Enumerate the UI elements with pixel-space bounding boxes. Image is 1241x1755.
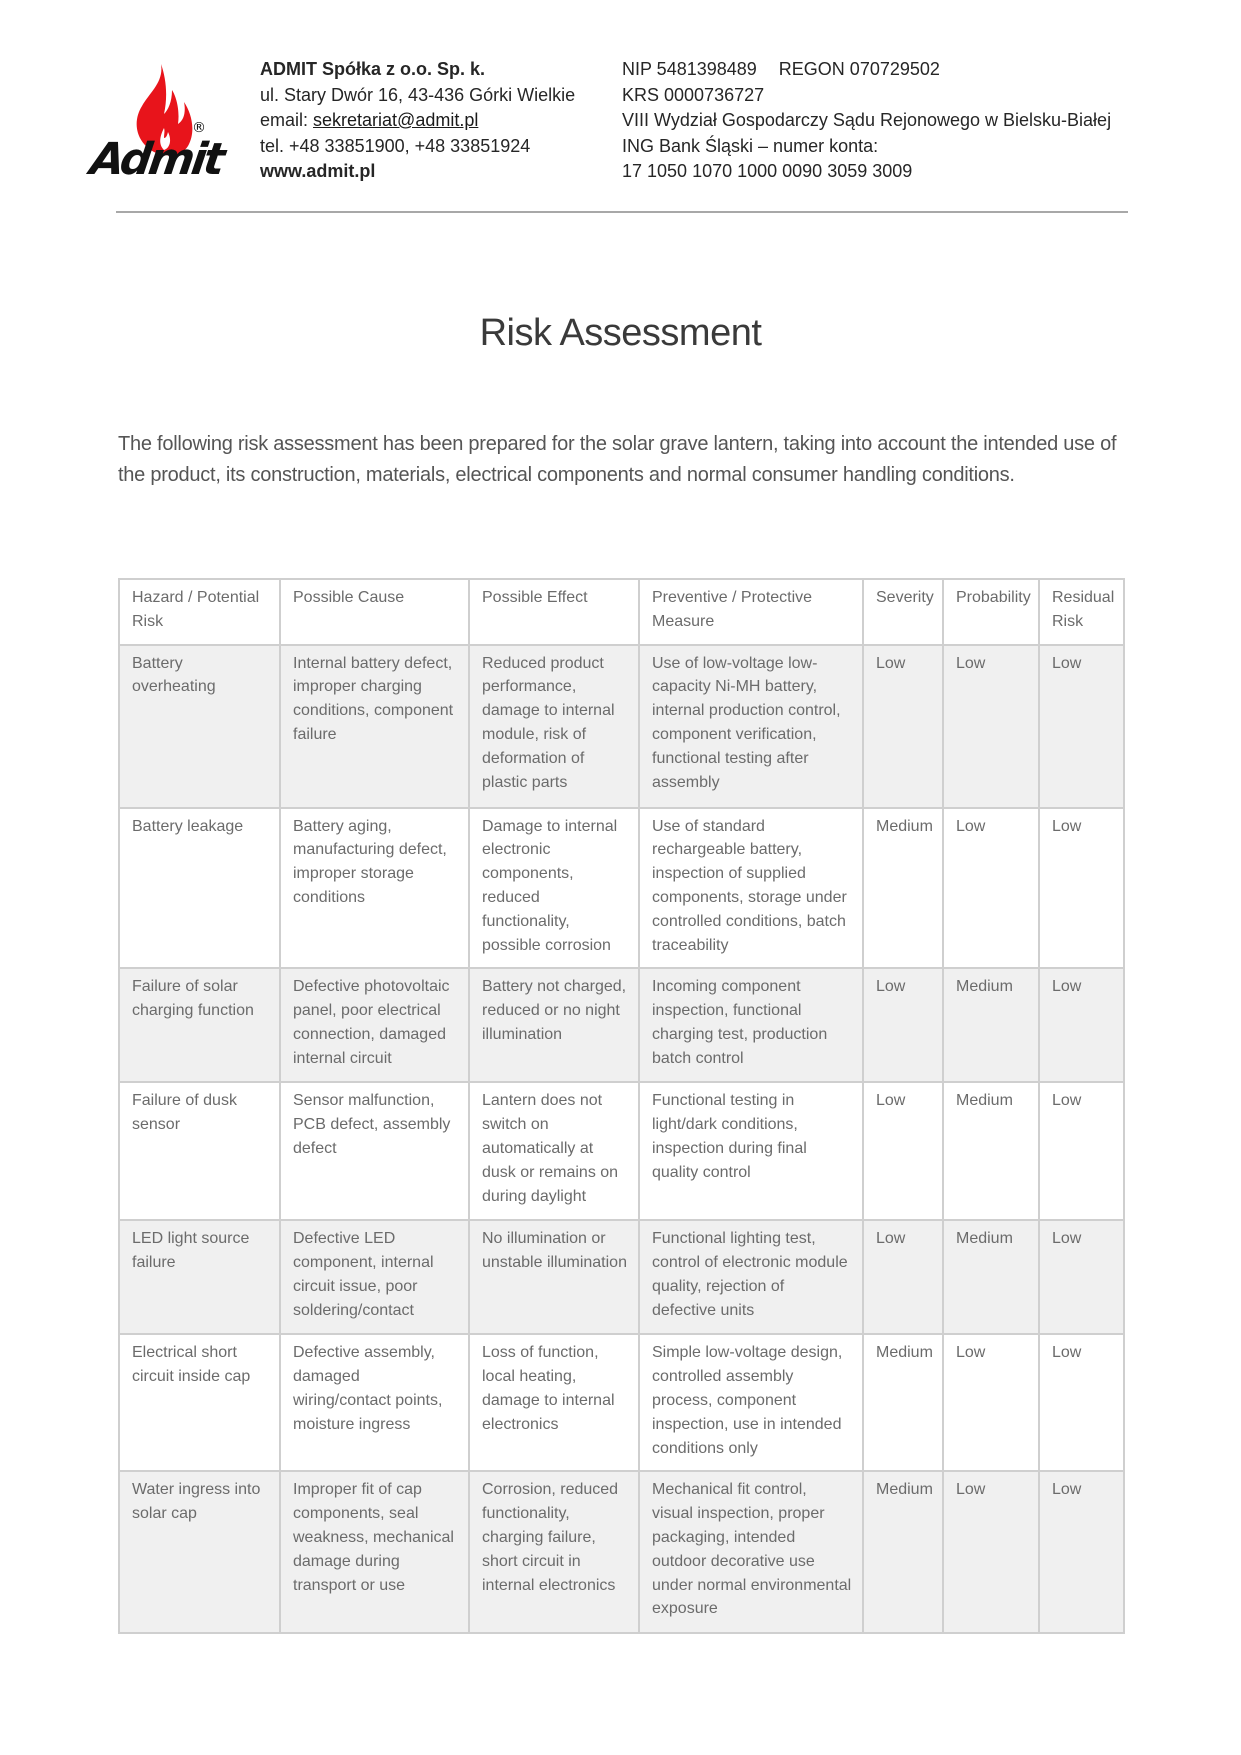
krs-number: KRS 0000736727 bbox=[622, 84, 765, 105]
company-info bbox=[260, 57, 575, 185]
table-header-row bbox=[119, 579, 1124, 645]
cell-probability: Medium bbox=[943, 1082, 1039, 1220]
company-phone: tel. +48 33851900, +48 33851924 bbox=[260, 135, 531, 156]
cell-effect: Battery not charged, reduced or no night illumination bbox=[469, 968, 639, 1082]
intro-paragraph: The following risk assessment has been prepared for the solar grave lantern, taking into account the intended use of the product, its construction, materials, electrical components and normal consumer handling conditions. bbox=[118, 433, 1117, 486]
table-row bbox=[119, 1471, 1124, 1633]
company-logo bbox=[87, 62, 236, 185]
cell-effect: Damage to internal electronic components, reduced functionality, possible corrosion bbox=[469, 808, 639, 969]
table-row bbox=[119, 968, 1124, 1082]
cell-residual-risk: Low bbox=[1039, 1471, 1124, 1633]
cell-cause: Defective assembly, damaged wiring/contact points, moisture ingress bbox=[280, 1334, 469, 1471]
risk-assessment-table bbox=[118, 578, 1125, 1634]
header-measure: Preventive / Protective Measure bbox=[639, 579, 863, 645]
table-row bbox=[119, 1334, 1124, 1471]
registry-info bbox=[622, 57, 1111, 185]
cell-probability: Low bbox=[943, 1334, 1039, 1471]
email-label: email: bbox=[260, 110, 314, 130]
cell-residual-risk: Low bbox=[1039, 808, 1124, 969]
cell-measure: Incoming component inspection, functional charging test, production batch control bbox=[639, 968, 863, 1082]
cell-probability: Medium bbox=[943, 968, 1039, 1082]
cell-cause: Defective LED component, internal circuit issue, poor soldering/contact bbox=[280, 1220, 469, 1334]
cell-measure: Use of standard rechargeable battery, inspection of supplied components, storage under controlled conditions, batch traceability bbox=[639, 808, 863, 969]
cell-severity: Medium bbox=[863, 1334, 943, 1471]
company-name: ADMIT Spółka z o.o. Sp. k. bbox=[260, 59, 486, 79]
bank-account: 17 1050 1070 1000 0090 3059 3009 bbox=[622, 161, 913, 181]
cell-measure: Use of low-voltage low-capacity Ni-MH battery, internal production control, component verification, functional testing after assembly bbox=[639, 645, 863, 808]
table-row bbox=[119, 1220, 1124, 1334]
cell-cause: Sensor malfunction, PCB defect, assembly defect bbox=[280, 1082, 469, 1220]
cell-cause: Defective photovoltaic panel, poor electrical connection, damaged internal circuit bbox=[280, 968, 469, 1082]
cell-residual-risk: Low bbox=[1039, 645, 1124, 808]
flame-icon bbox=[87, 62, 236, 185]
court-registry: VIII Wydział Gospodarczy Sądu Rejonowego w Bielsku-Białej bbox=[622, 110, 1112, 130]
cell-probability: Low bbox=[943, 645, 1039, 808]
cell-hazard: LED light source failure bbox=[119, 1220, 280, 1334]
cell-hazard: Electrical short circuit inside cap bbox=[119, 1334, 280, 1471]
cell-residual-risk: Low bbox=[1039, 1220, 1124, 1334]
company-website[interactable]: www.admit.pl bbox=[260, 161, 376, 181]
cell-severity: Medium bbox=[863, 1471, 943, 1633]
cell-residual-risk: Low bbox=[1039, 1334, 1124, 1471]
cell-probability: Low bbox=[943, 808, 1039, 969]
header-effect: Possible Effect bbox=[469, 579, 639, 645]
company-address: ul. Stary Dwór 16, 43-436 Górki Wielkie bbox=[260, 84, 576, 105]
registry-ids bbox=[622, 57, 1111, 83]
header-severity: Severity bbox=[863, 579, 943, 645]
bank-name: ING Bank Śląski – numer konta: bbox=[622, 135, 879, 156]
header-cause: Possible Cause bbox=[280, 579, 469, 645]
logo-wordmark: Admit bbox=[87, 134, 226, 185]
company-email-line bbox=[260, 108, 575, 134]
cell-residual-risk: Low bbox=[1039, 1082, 1124, 1220]
cell-severity: Medium bbox=[863, 808, 943, 969]
header-probability: Probability bbox=[943, 579, 1039, 645]
email-link[interactable]: sekretariat@admit.pl bbox=[313, 110, 479, 130]
cell-probability: Low bbox=[943, 1471, 1039, 1633]
cell-cause: Improper fit of cap components, seal weakness, mechanical damage during transport or use bbox=[280, 1471, 469, 1633]
cell-measure: Functional lighting test, control of electronic module quality, rejection of defective units bbox=[639, 1220, 863, 1334]
cell-hazard: Failure of dusk sensor bbox=[119, 1082, 280, 1220]
cell-hazard: Failure of solar charging function bbox=[119, 968, 280, 1082]
cell-cause: Internal battery defect, improper charging conditions, component failure bbox=[280, 645, 469, 808]
registered-mark: ® bbox=[192, 120, 206, 136]
cell-severity: Low bbox=[863, 968, 943, 1082]
cell-hazard: Water ingress into solar cap bbox=[119, 1471, 280, 1633]
regon-number: REGON 070729502 bbox=[778, 59, 940, 79]
nip-number: NIP 5481398489 bbox=[622, 59, 757, 79]
cell-measure: Simple low-voltage design, controlled assembly process, component inspection, use in intended conditions only bbox=[639, 1334, 863, 1471]
document-title: Risk Assessment bbox=[479, 312, 762, 354]
cell-severity: Low bbox=[863, 1082, 943, 1220]
cell-measure: Mechanical fit control, visual inspection, proper packaging, intended outdoor decorative use under normal environmental exposure bbox=[639, 1471, 863, 1633]
table-body bbox=[119, 645, 1124, 1634]
cell-probability: Medium bbox=[943, 1220, 1039, 1334]
cell-hazard: Battery leakage bbox=[119, 808, 280, 969]
header-hazard: Hazard / Potential Risk bbox=[119, 579, 280, 645]
header-residual-risk: Residual Risk bbox=[1039, 579, 1124, 645]
cell-effect: Lantern does not switch on automatically at dusk or remains on during daylight bbox=[469, 1082, 639, 1220]
cell-effect: No illumination or unstable illumination bbox=[469, 1220, 639, 1334]
cell-severity: Low bbox=[863, 1220, 943, 1334]
cell-effect: Loss of function, local heating, damage to internal electronics bbox=[469, 1334, 639, 1471]
cell-cause: Battery aging, manufacturing defect, improper storage conditions bbox=[280, 808, 469, 969]
cell-measure: Functional testing in light/dark conditions, inspection during final quality control bbox=[639, 1082, 863, 1220]
table-row bbox=[119, 808, 1124, 969]
cell-severity: Low bbox=[863, 645, 943, 808]
header-divider bbox=[116, 211, 1128, 213]
table-row bbox=[119, 1082, 1124, 1220]
table-row bbox=[119, 645, 1124, 808]
cell-effect: Corrosion, reduced functionality, charging failure, short circuit in internal electronics bbox=[469, 1471, 639, 1633]
cell-effect: Reduced product performance, damage to internal module, risk of deformation of plastic parts bbox=[469, 645, 639, 808]
cell-residual-risk: Low bbox=[1039, 968, 1124, 1082]
cell-hazard: Battery overheating bbox=[119, 645, 280, 808]
